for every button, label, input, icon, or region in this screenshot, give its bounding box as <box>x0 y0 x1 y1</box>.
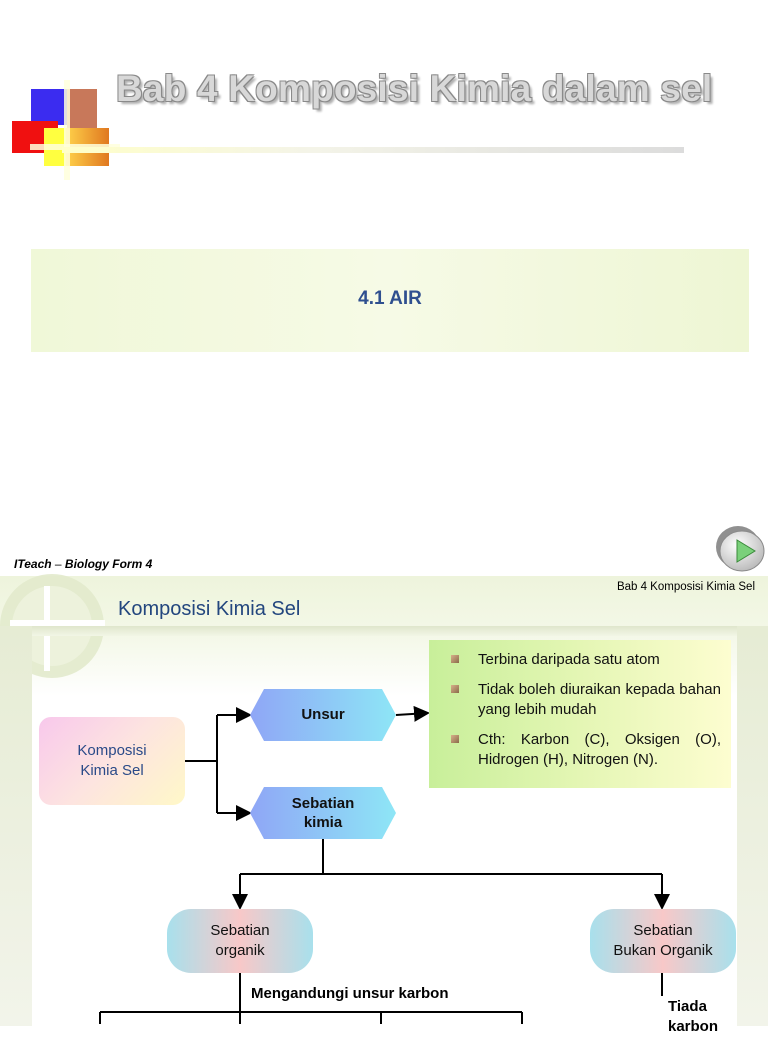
note-item: Cth: Karbon (C), Oksigen (O), Hidrogen (H), Nitrogen (N). <box>451 730 721 770</box>
unsur-node <box>250 689 396 741</box>
bullet-icon <box>451 735 459 743</box>
next-slide-button[interactable] <box>714 524 766 572</box>
sebatian-bukan-organik-label: Sebatian Bukan Organik <box>613 921 713 959</box>
section-title: 4.1 AIR <box>358 288 422 309</box>
section-banner <box>31 249 749 352</box>
title-underline <box>62 147 684 153</box>
slide-footer <box>14 557 152 571</box>
sebatian-kimia-label: Sebatian kimia <box>291 794 355 831</box>
root-node <box>39 717 185 805</box>
bukan-organik-description: Tiada karbon <box>668 998 719 1035</box>
organik-description: Mengandungi unsur karbon <box>251 985 449 1002</box>
play-arrow-icon <box>714 524 766 572</box>
sebatian-kimia-node <box>250 787 396 839</box>
slide-1-title: Bab 4 Komposisi Kimia dalam sel <box>116 68 713 109</box>
sebatian-bukan-organik-node <box>590 909 736 973</box>
bullet-icon <box>451 685 459 693</box>
bullet-icon <box>451 655 459 663</box>
note-item: Tidak boleh diuraikan kepada bahan yang lebih mudah <box>451 680 721 720</box>
sebatian-organik-node <box>167 909 313 973</box>
unsur-label: Unsur <box>301 706 345 724</box>
note-item: Terbina daripada satu atom <box>451 650 721 670</box>
sebatian-organik-label: Sebatian organik <box>210 921 270 959</box>
slide-2-title: Komposisi Kimia Sel <box>118 598 301 620</box>
logo-decoration <box>0 0 120 190</box>
footer-subtitle: Biology Form 4 <box>64 557 153 571</box>
root-node-label: Komposisi Kimia Sel <box>77 741 147 779</box>
footer-brand: ITeach <box>14 557 52 571</box>
unsur-notes <box>429 640 731 788</box>
chapter-label: Bab 4 Komposisi Kimia Sel <box>616 581 755 593</box>
slide-2 <box>0 576 768 1035</box>
footer-separator: – <box>51 557 65 571</box>
